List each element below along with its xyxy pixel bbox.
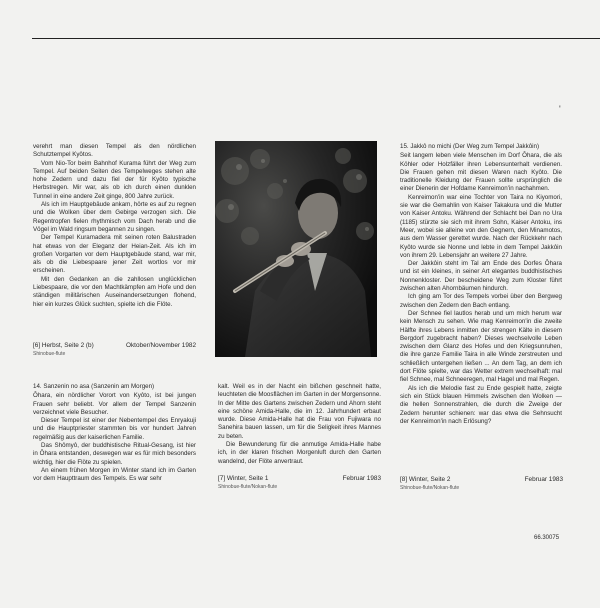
track-meta-6 <box>33 342 196 358</box>
track-ref: [7] Winter, Seite 1 <box>218 475 269 482</box>
paragraph: Ōhara, ein nördlicher Vorort von Kyôto, ist bei jungen Frauen sehr beliebt. Vor allem der Tempel Sanzenin verzeichnet viele Besucher. <box>33 392 196 416</box>
paragraph: Dieser Tempel ist einer der Nebentempel des Enryakuji und die Hauptpriester stammten bis vor hundert Jahren regelmäßig aus der kaiserlichen Familie. <box>33 417 196 441</box>
column-1-bottom-text <box>33 383 196 484</box>
track-meta-8 <box>400 476 563 492</box>
paragraph: Das Shômyô, der buddhistische Ritual-Gesang, ist hier in Ōhara entstanden, deswegen war es für mich besonders wichtig, hier die Flöte zu spielen. <box>33 442 196 466</box>
paragraph: Ich ging am Tor des Tempels vorbei über den Bergweg zwischen den Zedern den Bach entlang. <box>400 293 562 309</box>
paragraph: Kenreimon'in war eine Tochter von Taira no Kiyomori, sie war die Gemahlin von Kaiser Takakura und die Mutter von Kaiser Antoku. Während der Schlacht bei Dan no Ura (1185) stürzte sie sich mit ihrem Sohn, Kaiser Antoku, ins Meer, wobei sie alleine von den Gegnern, den Minamotos, aus dem Wasser gerettet wurde. Nach der Rückkehr nach Kyôto wurde sie Nonne und lebte in dem Tempel Jakkôin von ihrem 29. Lebensjahr an weitere 27 Jahre. <box>400 193 562 259</box>
paragraph: Seit langem leben viele Menschen im Dorf Ōhara, die als Köhler oder Holzfäller ihren Lebensunterhalt verdienen. Die Frauen gehen mit diesen Waren nach Kyôto. Die traditionelle Kleidung der Frauen sollte ursprünglich die einer Dienerin der Hofdame Kenreimon'in nachahmen. <box>400 152 562 193</box>
photo-illustration <box>215 141 377 357</box>
paragraph: Der Schnee fiel lautlos herab und um mich herum war kein Mensch zu sehen. Wie mag Kenreimon'in die zweite Hälfte ihres Lebens inmitten der strengen Kälte in diesem Bergdorf zugebracht haben? Dieses wechselvolle Leben zwischen dem Glanz des Hofes und den Kriegsunruhen, die ihre ganze Familie Taira in alle Winde zerstreuten und schließlich untergehen ließen ... An dem Tag, an dem ich dort Flöte spielte, war das Wetter extrem wechselhaft: mal fiel Schnee, mal Schneeregen, mal Hagel und mal Regen. <box>400 309 562 384</box>
paragraph: Der Tempel Kuramadera mit seinen roten Balustraden hat etwas von der Eleganz der Heian-Zeit. Als ich im großen Vorgarten vor dem Hauptgebäude stand, war mir, als ob die Liebespaare jener Zeit wortlos vor mir erscheinen. <box>33 234 196 275</box>
paragraph: verehrt man diesen Tempel als den nördlichen Schutztempel Kyôtos. <box>33 143 196 159</box>
section-heading: 15. Jakkô no michi (Der Weg zum Tempel Jakkôin) <box>400 143 540 150</box>
catalog-number: 66.30075 <box>534 535 560 541</box>
paragraph: Die Bewunderung für die anmutige Amida-Halle habe ich, in der klaren frischen Morgenluft durch den Garten wandelnd, der Flöte anvertraut. <box>218 441 381 465</box>
paragraph: Der Jakkôin steht im Tal am Ende des Dorfes Ōhara und ist ein kleines, in seiner Art elegantes buddhistisches Nonnenkloster. Der bescheidene Weg zum Kloster führt zwischen alten Ahornbäumen hindurch. <box>400 260 562 293</box>
column-2-bottom-text <box>218 383 381 466</box>
track-date: Februar 1983 <box>342 475 381 482</box>
track-meta-7 <box>218 475 381 491</box>
track-date: Februar 1983 <box>524 476 563 483</box>
section-heading: 14. Sanzenin no asa (Sanzenin am Morgen) <box>33 383 155 390</box>
track-instrument: Shinobue-flute/Nokan-flute <box>218 484 278 490</box>
corner-mark: ' <box>559 104 561 114</box>
paragraph: Als ich im Hauptgebäude ankam, hörte es auf zu regnen und die Wolken über dem Gebirge verzogen sich. Die Regentropfen fielen rhythmisch vom Dach herab und die Vögel im Wald ringsum begannen zu singen. <box>33 201 196 233</box>
track-ref: [6] Herbst, Seite 2 (b) <box>33 342 94 349</box>
paragraph: An einem frühen Morgen im Winter stand ich im Garten vor dem Haupttraum des Tempels. Es war sehr <box>33 466 196 483</box>
track-instrument: Shinobue-flute/Nokan-flute <box>400 485 460 491</box>
top-rule <box>32 38 600 39</box>
track-date: Oktober/November 1982 <box>126 342 196 349</box>
track-ref: [8] Winter, Seite 2 <box>400 476 451 483</box>
paragraph: kalt. Weil es in der Nacht ein bißchen geschneit hatte, leuchteten die Moosflächen im Garten in der Morgensonne. In der Mitte des Gartens zwischen Zedern und Ahorn steht eine schöne Amida-Halle, die im 12. Jahrhundert erbaut wurde. Diese Amida-Halle hat die Frau von Fujiwara no Sanehira bauen lassen, um für die Seligkeit ihres Mannes zu beten. <box>218 383 381 440</box>
paragraph: Mit den Gedanken an die zahllosen unglücklichen Liebespaare, die vor den Machtkämpfen am Hofe und den ständigen militärischen Auseinandersetzungen flohend, hier ein kurzes Glück suchten, spielte ich die Flöte. <box>33 275 196 308</box>
paragraph: Als ich die Melodie fast zu Ende gespielt hatte, zeigte sich ein Stück blauen Himmels zwischen den Wolken — die hellen Sonnenstrahlen, die durch die Zweige der Zedern herunter schienen: war das etwa die Sehnsucht der Kenreimon'in nach Erlösung? <box>400 384 562 425</box>
flute-player-photo <box>215 141 377 357</box>
track-instrument: Shinobue-flute <box>33 351 66 357</box>
paragraph: Vom Nio-Tor beim Bahnhof Kurama führt der Weg zum Tempel. Auf beiden Seiten des Tempelweges stehen alte hohe Zedern und dazu fiel der für Kyôto typische Herbstregen. Mir war, als ob ich durch einen dunklen Tunnel in eine andere Zeit ginge, 800 Jahre zurück. <box>33 159 196 200</box>
column-3-text <box>400 143 562 426</box>
column-1-top-text <box>33 143 196 309</box>
